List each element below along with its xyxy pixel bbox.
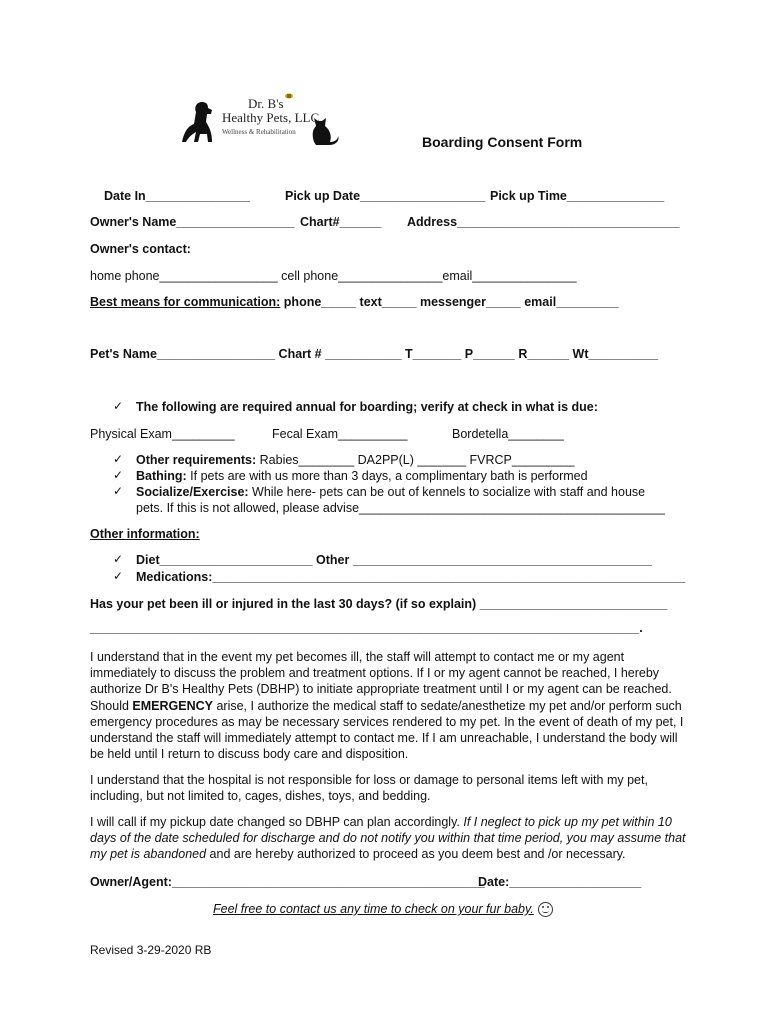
smiley-face-icon bbox=[538, 902, 553, 917]
medications-field[interactable]: Medications:____________________________________________________________________ bbox=[136, 570, 686, 584]
address-field[interactable]: Address________________________________ bbox=[407, 215, 680, 229]
physical-exam-field[interactable]: Physical Exam_________ bbox=[90, 427, 235, 441]
socialize-advise-field[interactable]: pets. If this is not allowed, please advise____________________________________________ bbox=[136, 501, 665, 515]
checkmark-icon: ✓ bbox=[113, 468, 124, 482]
chart-number-field[interactable]: Chart#______ bbox=[300, 215, 382, 229]
ill-explain-line[interactable]: _______________________________________________________________________________. bbox=[90, 621, 643, 635]
checkmark-icon: ✓ bbox=[113, 552, 124, 566]
form-title: Boarding Consent Form bbox=[422, 134, 583, 150]
other-requirements-label: Other requirements: bbox=[136, 453, 257, 467]
pet-info-line[interactable]: Pet's Name_________________ Chart # ___________ T_______ P______ R______ Wt__________ bbox=[90, 347, 659, 361]
bathing-row bbox=[136, 469, 588, 483]
pickup-time-field[interactable]: Pick up Time______________ bbox=[490, 189, 665, 203]
best-means-row[interactable] bbox=[90, 295, 619, 309]
logo-line3: Wellness & Rehabilitation bbox=[222, 128, 296, 136]
diet-other-field[interactable]: Diet______________________ Other ___________________________________________ bbox=[136, 553, 652, 567]
closing-text: Feel free to contact us any time to check on your fur baby. bbox=[213, 902, 534, 916]
logo-line1: Dr. B's bbox=[248, 96, 284, 111]
socialize-label: Socialize/Exercise: bbox=[136, 485, 249, 499]
checkmark-icon: ✓ bbox=[113, 399, 124, 413]
consent-paragraph-1: I understand that in the event my pet becomes ill, the staff will attempt to contact me or my agent immediately to discuss the problem and treatment options. If I or my agent cannot be reached, I hereby authorize Dr B's Healthy Pets (DBHP) to initiate appropriate treatment until I or my agent can be reached. Should EMERGENCY arise, I authorize the medical staff to sedate/anesthetize my pet and/or perform such emergency procedures as may be necessary services rendered to my pet. In the event of death of my pet, I understand the staff will immediately attempt to contact me. If I am unreachable, I understand the body will be held until I return to discuss body care and disposition. bbox=[90, 650, 684, 762]
ill-question-field[interactable]: Has your pet been ill or injured in the last 30 days? (if so explain) ___________________________ bbox=[90, 597, 668, 611]
owners-contact-heading: Owner's contact: bbox=[90, 242, 191, 256]
bathing-text: If pets are with us more than 3 days, a complimentary bath is performed bbox=[186, 469, 588, 483]
required-annual-heading: The following are required annual for boarding; verify at check in what is due: bbox=[136, 400, 598, 414]
consent-paragraph-3: I will call if my pickup date changed so DBHP can plan accordingly. If I neglect to pick up my pet within 10 days of the date scheduled for discharge and do not notify you within that time period, you may assume that my pet is abandoned and are hereby authorized to proceed as you deem best and /or necessary. bbox=[90, 815, 686, 862]
owner-name-field[interactable]: Owner's Name_________________ bbox=[90, 215, 295, 229]
other-requirements-text[interactable]: Rabies________ DA2PP(L) _______ FVRCP_________ bbox=[256, 453, 575, 467]
closing-line bbox=[213, 902, 553, 917]
revision-footer: Revised 3-29-2020 RB bbox=[90, 943, 212, 957]
bathing-label: Bathing: bbox=[136, 469, 187, 483]
owner-agent-signature-field[interactable]: Owner/Agent:_____________________________________________ bbox=[90, 875, 485, 889]
other-information-heading: Other information: bbox=[90, 527, 200, 541]
dog-silhouette-icon bbox=[182, 102, 212, 142]
contact-fields-line[interactable]: home phone_________________ cell phone_______________email_______________ bbox=[90, 269, 577, 283]
best-means-label: Best means for communication: bbox=[90, 295, 281, 309]
bordetella-field[interactable]: Bordetella________ bbox=[452, 427, 564, 441]
logo-line2: Healthy Pets, LLC bbox=[222, 110, 320, 125]
consent-paragraph-2: I understand that the hospital is not responsible for loss or damage to personal items left with my pet, including, but not limited to, cages, dishes, toys, and bedding. bbox=[90, 773, 648, 804]
socialize-row bbox=[136, 485, 645, 499]
socialize-text: While here- pets can be out of kennels to socialize with staff and house bbox=[248, 485, 646, 499]
checkmark-icon: ✓ bbox=[113, 569, 124, 583]
fecal-exam-field[interactable]: Fecal Exam__________ bbox=[272, 427, 408, 441]
other-requirements-row[interactable] bbox=[136, 453, 574, 467]
emergency-emphasis: EMERGENCY bbox=[132, 698, 213, 713]
date-in-field[interactable]: Date In_______________ bbox=[104, 189, 250, 203]
checkmark-icon: ✓ bbox=[113, 484, 124, 498]
abandonment-clause: If I neglect to pick up my pet within 10 days of the date scheduled for discharge and do not notify you within that time period, you may assume that my pet is abandoned bbox=[90, 815, 686, 862]
pickup-date-field[interactable]: Pick up Date__________________ bbox=[285, 189, 486, 203]
signature-date-field[interactable]: Date:___________________ bbox=[478, 875, 642, 889]
checkmark-icon: ✓ bbox=[113, 452, 124, 466]
best-means-options[interactable]: phone_____ text_____ messenger_____ email_________ bbox=[280, 295, 619, 309]
